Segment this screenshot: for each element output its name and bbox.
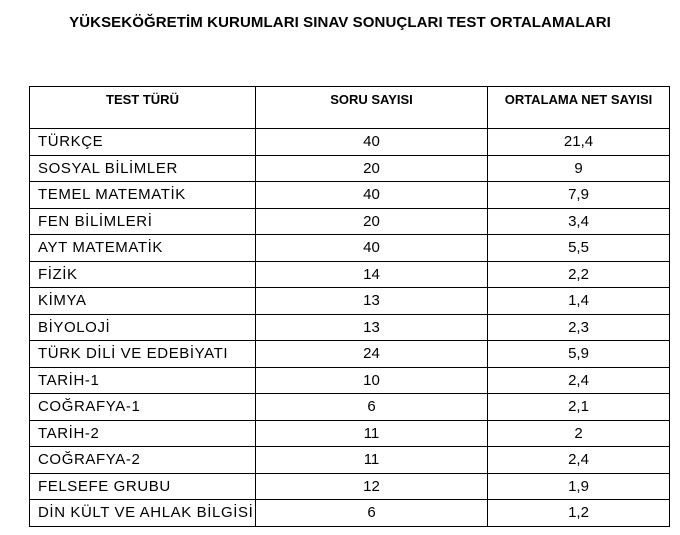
question-count-cell: 40 [256,235,488,262]
question-count-cell: 13 [256,288,488,315]
test-name-cell: TÜRK DİLİ VE EDEBİYATI [30,341,256,368]
average-net-cell: 21,4 [488,129,670,156]
table-row [30,314,670,341]
table-row [30,447,670,474]
average-net-cell: 3,4 [488,208,670,235]
page-title: YÜKSEKÖĞRETİM KURUMLARI SINAV SONUÇLARI TEST ORTALAMALARI [69,14,611,31]
test-name-cell: DİN KÜLT VE AHLAK BİLGİSİ [30,500,256,527]
test-name-cell: KİMYA [30,288,256,315]
question-count-cell: 12 [256,473,488,500]
header-test-type: TEST TÜRÜ [30,87,256,129]
results-table [29,86,670,527]
table-row [30,155,670,182]
table-row [30,420,670,447]
average-net-cell: 2,1 [488,394,670,421]
average-net-cell: 2,2 [488,261,670,288]
average-net-cell: 2,3 [488,314,670,341]
header-question-count: SORU SAYISI [256,87,488,129]
table-row [30,500,670,527]
test-name-cell: AYT MATEMATİK [30,235,256,262]
question-count-cell: 40 [256,129,488,156]
table-row [30,129,670,156]
table-row [30,261,670,288]
test-name-cell: TEMEL MATEMATİK [30,182,256,209]
average-net-cell: 7,9 [488,182,670,209]
question-count-cell: 40 [256,182,488,209]
test-name-cell: COĞRAFYA-2 [30,447,256,474]
question-count-cell: 14 [256,261,488,288]
question-count-cell: 10 [256,367,488,394]
question-count-cell: 6 [256,394,488,421]
average-net-cell: 1,9 [488,473,670,500]
question-count-cell: 24 [256,341,488,368]
average-net-cell: 1,4 [488,288,670,315]
test-name-cell: TARİH-1 [30,367,256,394]
table-row [30,182,670,209]
table-row [30,473,670,500]
average-net-cell: 9 [488,155,670,182]
table-row [30,208,670,235]
table-row [30,288,670,315]
average-net-cell: 5,5 [488,235,670,262]
test-name-cell: FELSEFE GRUBU [30,473,256,500]
question-count-cell: 11 [256,447,488,474]
test-name-cell: TARİH-2 [30,420,256,447]
table-row [30,235,670,262]
test-name-cell: FİZİK [30,261,256,288]
question-count-cell: 13 [256,314,488,341]
question-count-cell: 6 [256,500,488,527]
average-net-cell: 2,4 [488,367,670,394]
question-count-cell: 11 [256,420,488,447]
average-net-cell: 5,9 [488,341,670,368]
test-name-cell: FEN BİLİMLERİ [30,208,256,235]
table-row [30,341,670,368]
test-name-cell: BİYOLOJİ [30,314,256,341]
average-net-cell: 1,2 [488,500,670,527]
header-average-net: ORTALAMA NET SAYISI [488,87,670,129]
test-name-cell: COĞRAFYA-1 [30,394,256,421]
test-name-cell: TÜRKÇE [30,129,256,156]
test-name-cell: SOSYAL BİLİMLER [30,155,256,182]
question-count-cell: 20 [256,208,488,235]
average-net-cell: 2 [488,420,670,447]
table-row [30,394,670,421]
question-count-cell: 20 [256,155,488,182]
table-header-row [30,87,670,129]
average-net-cell: 2,4 [488,447,670,474]
table-row [30,367,670,394]
